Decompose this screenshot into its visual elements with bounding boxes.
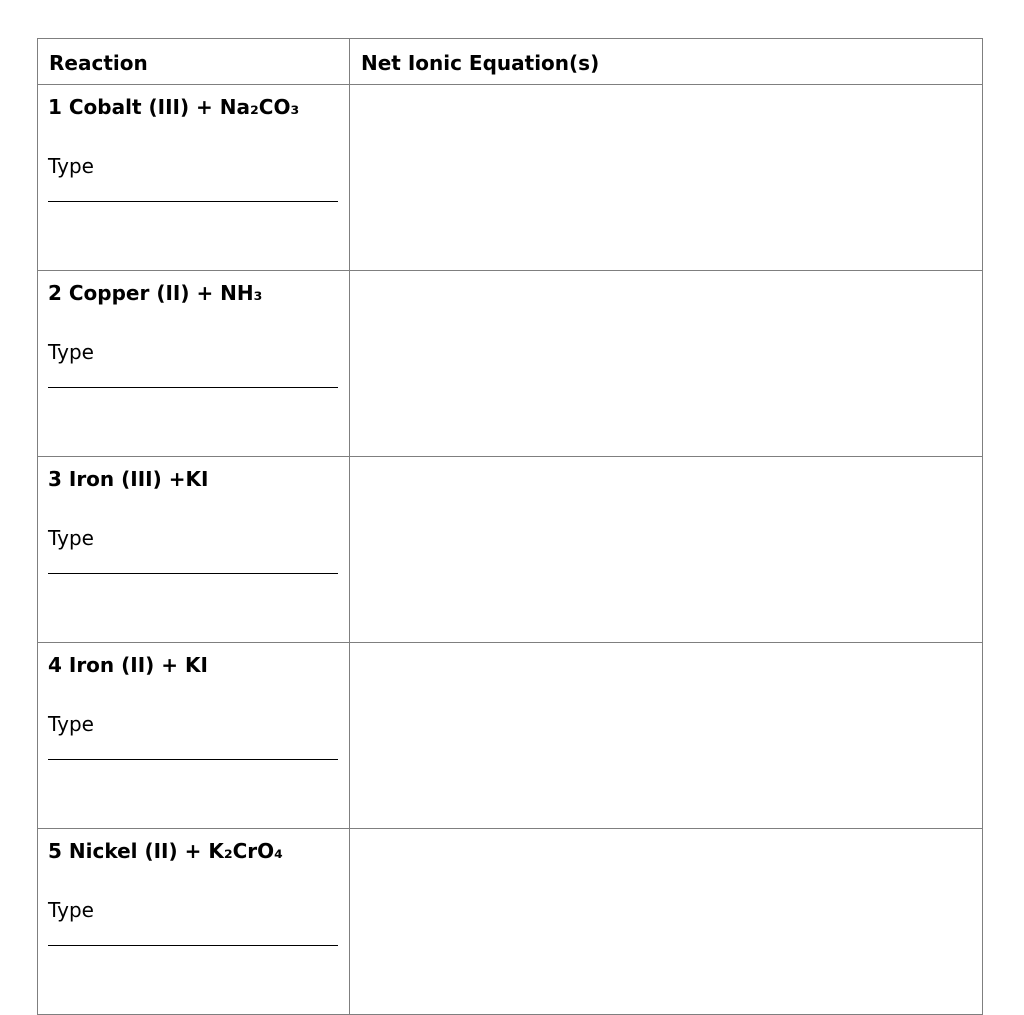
reaction-cell: [38, 457, 350, 643]
type-label: Type: [48, 712, 94, 736]
net-ionic-equation-cell[interactable]: [350, 85, 983, 271]
equation-column-header: Net Ionic Equation(s): [350, 39, 983, 85]
net-ionic-equation-cell[interactable]: [350, 829, 983, 1015]
reaction-cell: [38, 271, 350, 457]
net-ionic-equation-cell[interactable]: [350, 457, 983, 643]
type-label: Type: [48, 898, 94, 922]
reaction-title: 2 Copper (II) + NH₃: [48, 281, 263, 305]
reaction-column-header: Reaction: [38, 39, 350, 85]
reaction-title: 1 Cobalt (III) + Na₂CO₃: [48, 95, 300, 119]
type-answer-line[interactable]: [48, 945, 338, 946]
type-label: Type: [48, 526, 94, 550]
type-label: Type: [48, 340, 94, 364]
table-header-row: [38, 39, 983, 85]
reaction-title: 5 Nickel (II) + K₂CrO₄: [48, 839, 283, 863]
table-row: [38, 85, 983, 271]
type-answer-line[interactable]: [48, 387, 338, 388]
type-answer-line[interactable]: [48, 573, 338, 574]
reaction-title: 3 Iron (III) +KI: [48, 467, 209, 491]
table-row: [38, 271, 983, 457]
type-answer-line[interactable]: [48, 759, 338, 760]
reaction-title: 4 Iron (II) + KI: [48, 653, 208, 677]
reaction-cell: [38, 85, 350, 271]
type-answer-line[interactable]: [48, 201, 338, 202]
reaction-cell: [38, 829, 350, 1015]
table-row: [38, 643, 983, 829]
table-row: [38, 457, 983, 643]
type-label: Type: [48, 154, 94, 178]
reaction-cell: [38, 643, 350, 829]
reaction-worksheet-table: [37, 38, 983, 1015]
net-ionic-equation-cell[interactable]: [350, 643, 983, 829]
table-row: [38, 829, 983, 1015]
net-ionic-equation-cell[interactable]: [350, 271, 983, 457]
